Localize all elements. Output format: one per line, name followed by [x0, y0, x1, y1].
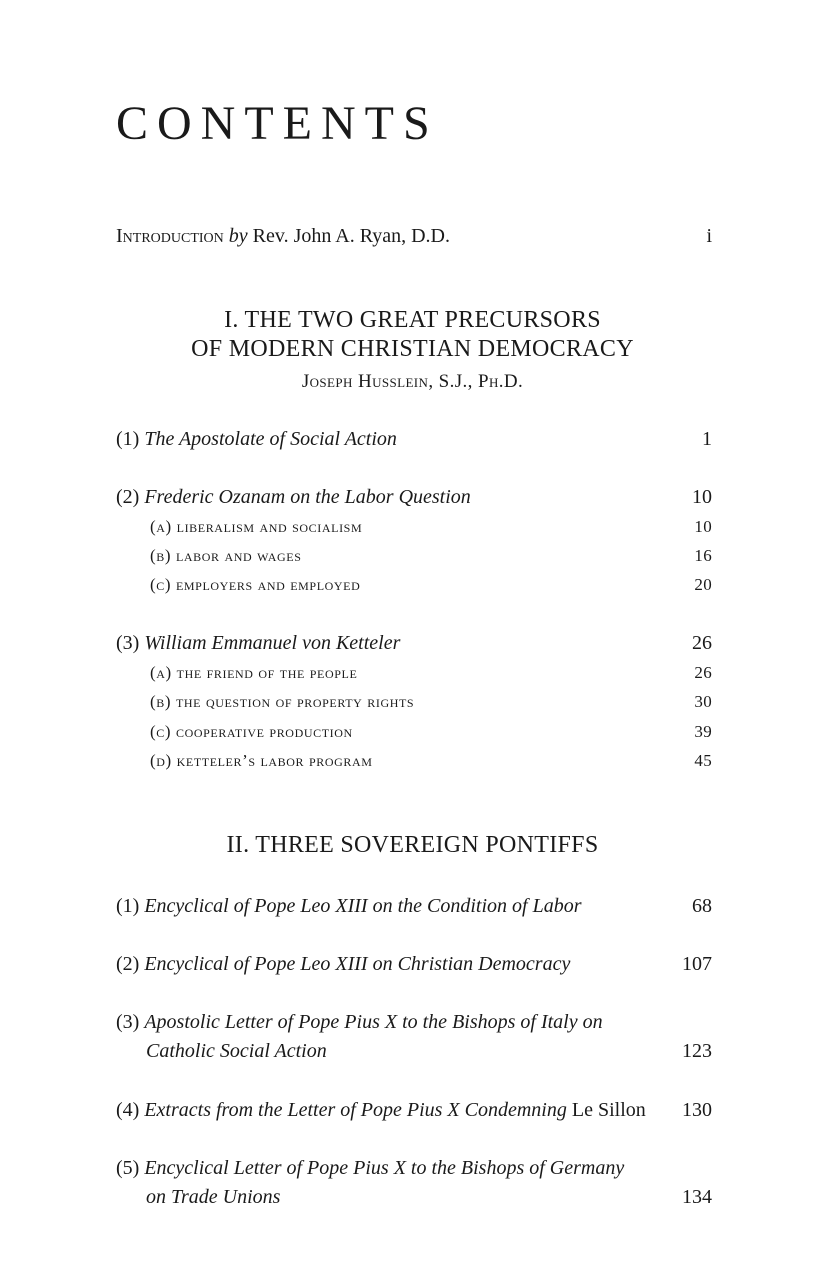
entry-number: (1) [116, 428, 140, 450]
subentry-label: (a) liberalism and socialism [150, 517, 363, 536]
page-number: 26 [692, 632, 712, 654]
toc-entry [116, 425, 712, 453]
entry-title-line1: Encyclical Letter of Pope Pius X to the Bishops of Germany [144, 1157, 625, 1179]
section-heading-part1-line2: OF MODERN CHRISTIAN DEMOCRACY [191, 336, 634, 362]
entry-title: Encyclical of Pope Leo XIII on Christian Democracy [144, 953, 571, 975]
entry-title-roman: Le Sillon [571, 1099, 646, 1121]
page-number: 10 [692, 486, 712, 508]
subentry-label: (b) the question of property rights [150, 692, 415, 711]
subentry-label: (c) cooperative production [150, 722, 353, 741]
toc-entry-continuation [116, 1037, 712, 1065]
toc-entry [116, 1154, 712, 1182]
entry-title: The Apostolate of Social Action [144, 428, 397, 450]
entry-number: (1) [116, 895, 140, 917]
toc-subentry [150, 747, 712, 775]
page-number: 10 [694, 517, 712, 536]
subentry-label: (d) ketteler’s labor program [150, 751, 373, 770]
entry-number: (3) [116, 1011, 140, 1033]
page-number: 45 [694, 751, 712, 770]
introduction-by: by [228, 225, 248, 247]
page-number: 16 [694, 546, 712, 565]
entry-number: (3) [116, 632, 140, 654]
entry-number: (4) [116, 1099, 140, 1121]
page-title: CONTENTS [116, 97, 439, 150]
page-number: 134 [682, 1186, 712, 1208]
subentry-label: (c) employers and employed [150, 575, 361, 594]
entry-title-line2: Catholic Social Action [146, 1040, 327, 1062]
entry-number: (2) [116, 486, 140, 508]
toc-entry [116, 950, 712, 978]
entry-number: (2) [116, 953, 140, 975]
toc-entry [116, 629, 712, 657]
entry-title: Extracts from the Letter of Pope Pius X Condemning [144, 1099, 567, 1121]
entry-title-line2: on Trade Unions [146, 1186, 281, 1208]
toc-subentry [150, 542, 712, 570]
entry-title: Frederic Ozanam on the Labor Question [144, 486, 471, 508]
toc-entry [116, 1096, 712, 1124]
toc-subentry [150, 659, 712, 687]
page-number: i [706, 225, 712, 247]
section-author: Joseph Husslein, S.J., Ph.D. [301, 371, 524, 392]
page-number: 20 [694, 575, 712, 594]
introduction-label: Introduction [116, 225, 224, 247]
entry-title: William Emmanuel von Ketteler [144, 632, 401, 654]
toc-entry [116, 1008, 712, 1036]
page-number: 123 [682, 1040, 712, 1062]
subentry-label: (b) labor and wages [150, 546, 302, 565]
toc-entry-introduction [116, 222, 712, 250]
toc-subentry [150, 718, 712, 746]
page-number: 68 [692, 895, 712, 917]
section-heading-part1-line1: I. THE TWO GREAT PRECURSORS [224, 307, 601, 333]
subentry-label: (a) the friend of the people [150, 663, 358, 682]
entry-number: (5) [116, 1157, 140, 1179]
toc-entry [116, 483, 712, 511]
toc-subentry [150, 571, 712, 599]
entry-title-line1: Apostolic Letter of Pope Pius X to the Bishops of Italy on [144, 1011, 603, 1033]
section-heading-part2: II. THREE SOVEREIGN PONTIFFS [226, 832, 599, 858]
page-number: 39 [694, 722, 712, 741]
toc-entry-continuation [116, 1183, 712, 1211]
page-number: 1 [702, 428, 712, 450]
toc-entry [116, 892, 712, 920]
toc-subentry [150, 513, 712, 541]
toc-subentry [150, 688, 712, 716]
entry-title: Encyclical of Pope Leo XIII on the Condition of Labor [144, 895, 582, 917]
page-number: 130 [682, 1099, 712, 1121]
page-number: 26 [694, 663, 712, 682]
page-number: 107 [682, 953, 712, 975]
page-number: 30 [694, 692, 712, 711]
introduction-author: Rev. John A. Ryan, D.D. [252, 225, 450, 247]
